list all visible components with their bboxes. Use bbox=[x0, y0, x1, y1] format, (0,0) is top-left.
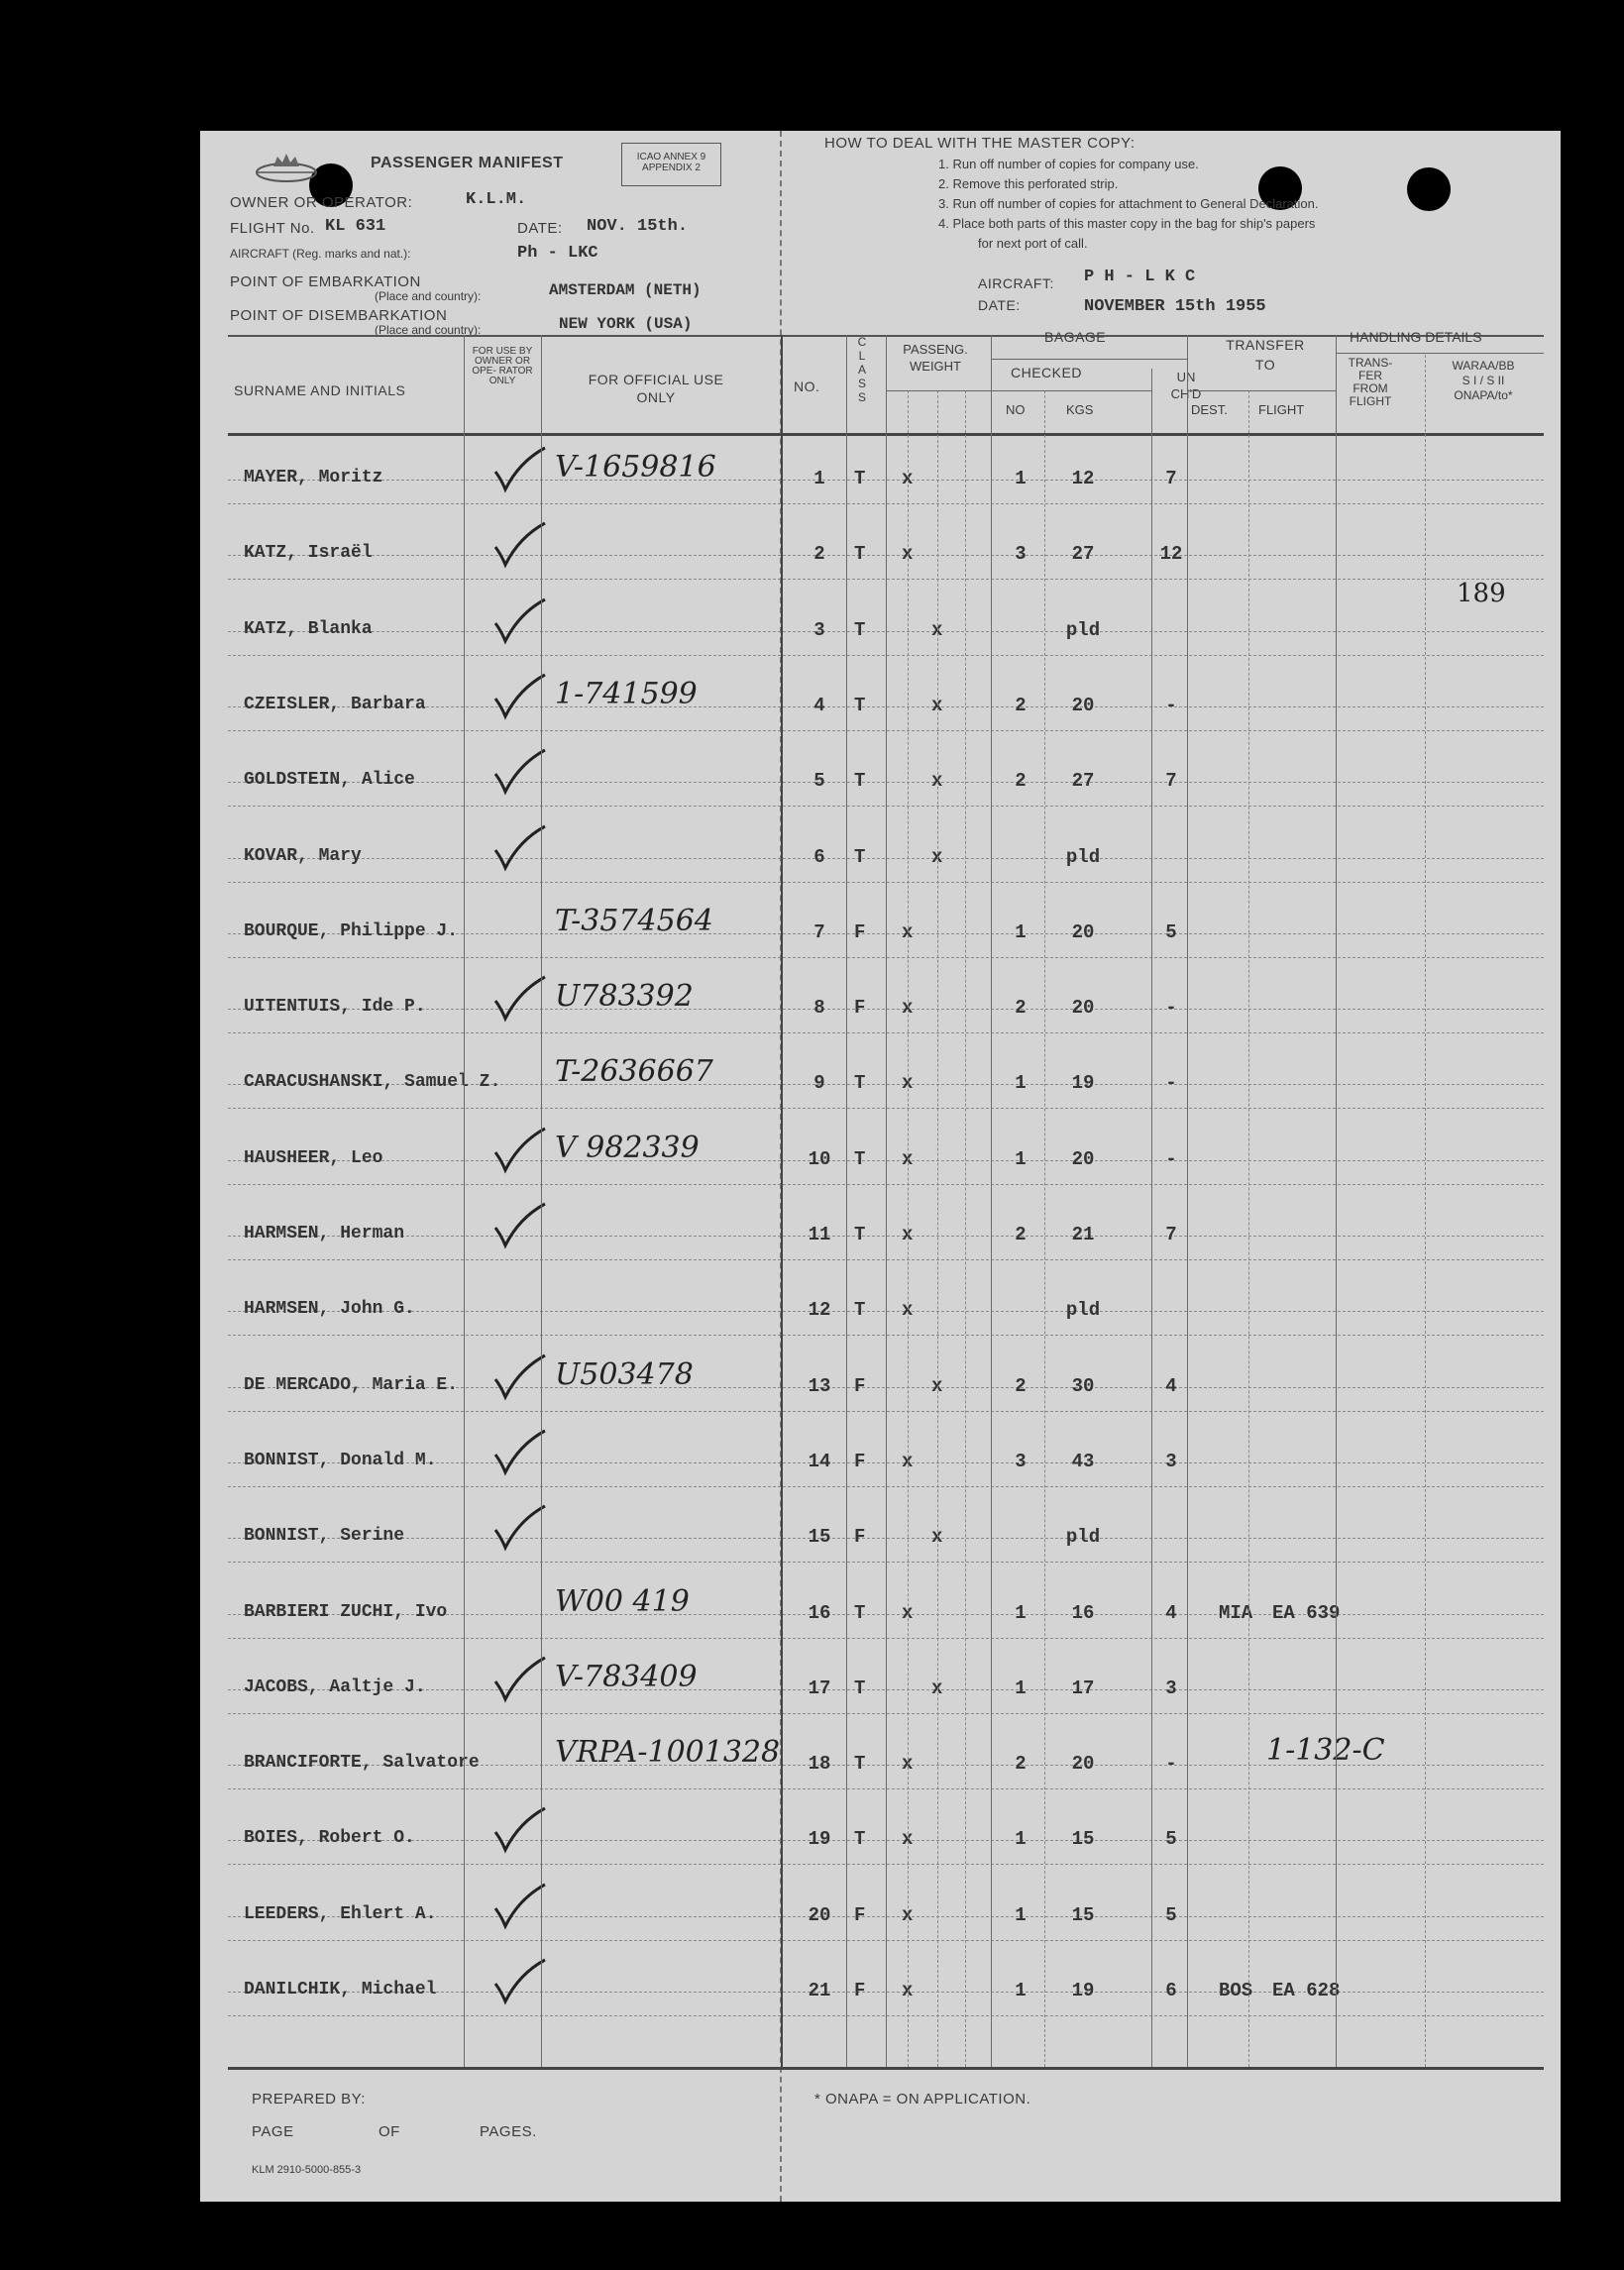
unchecked-count: - bbox=[1165, 1072, 1177, 1095]
weight-mark: x bbox=[902, 1072, 914, 1095]
check-mark-icon bbox=[489, 1956, 549, 2007]
header-subdivider bbox=[991, 359, 1187, 360]
manifest-sheet bbox=[200, 131, 1561, 2202]
baggage-count: 2 bbox=[1015, 1374, 1027, 1397]
class-code: T bbox=[854, 1753, 866, 1776]
unchecked-count: 7 bbox=[1165, 1224, 1177, 1245]
baggage-kgs: pld bbox=[1065, 1299, 1101, 1322]
baggage-kgs: 20 bbox=[1071, 1753, 1095, 1776]
divider-official-use bbox=[541, 335, 542, 2067]
divider-passeng bbox=[886, 335, 887, 2067]
official-use-number: VRPA-1001328 bbox=[555, 1735, 781, 1771]
instruction-1: 1. Run off number of copies for company use. bbox=[938, 157, 1199, 171]
baggage-kgs: 20 bbox=[1071, 694, 1095, 716]
onapa-note: * ONAPA = ON APPLICATION. bbox=[814, 2091, 1031, 2108]
divider-unchd bbox=[1151, 369, 1152, 2067]
baggage-count: 2 bbox=[1015, 694, 1027, 716]
instruction-4: 4. Place both parts of this master copy in the bag for ship's papers bbox=[938, 216, 1316, 231]
embark-label: POINT OF EMBARKATION bbox=[230, 273, 421, 290]
instruction-2: 2. Remove this perforated strip. bbox=[938, 176, 1119, 191]
check-mark-icon bbox=[489, 1200, 549, 1251]
divider-weight-3 bbox=[965, 390, 966, 2067]
divider-flight bbox=[1248, 390, 1249, 2067]
passenger-name: MAYER, Moritz bbox=[244, 468, 383, 487]
baggage-kgs: 16 bbox=[1071, 1601, 1095, 1624]
baggage-kgs: 21 bbox=[1071, 1224, 1095, 1245]
passenger-number: 19 bbox=[808, 1828, 831, 1851]
official-use-number: U503478 bbox=[555, 1356, 694, 1392]
disembark-value: NEW YORK (USA) bbox=[559, 315, 693, 333]
of-label: OF bbox=[379, 2123, 400, 2140]
transfer-dest: MIA bbox=[1219, 1601, 1253, 1624]
unchecked-count: 3 bbox=[1165, 1676, 1177, 1699]
disembark-label: POINT OF DISEMBARKATION bbox=[230, 307, 448, 324]
passenger-number: 8 bbox=[813, 997, 825, 1020]
punch-hole bbox=[1407, 167, 1451, 211]
header-subdivider bbox=[1187, 390, 1336, 391]
passenger-name: UITENTUIS, Ide P. bbox=[244, 997, 426, 1018]
passenger-name: CZEISLER, Barbara bbox=[244, 694, 426, 714]
passenger-number: 18 bbox=[808, 1753, 831, 1776]
class-code: F bbox=[854, 1903, 866, 1926]
official-use-number: T-3574564 bbox=[555, 903, 713, 938]
instruction-4-cont: for next port of call. bbox=[978, 236, 1088, 251]
check-mark-icon bbox=[489, 822, 549, 874]
baggage-kgs: 12 bbox=[1071, 468, 1095, 489]
table-bottom-line bbox=[228, 2067, 1544, 2070]
weight-mark: x bbox=[902, 1980, 914, 2001]
official-use-number: 1-741599 bbox=[555, 676, 698, 711]
unchecked-count: - bbox=[1165, 997, 1177, 1020]
weight-mark: x bbox=[931, 618, 943, 641]
col-dest: DEST. bbox=[1191, 402, 1228, 417]
col-transfer-from: TRANS- FER FROM FLIGHT bbox=[1348, 356, 1393, 408]
col-transfer: TRANSFER TO bbox=[1226, 337, 1305, 373]
weight-mark: x bbox=[902, 1450, 914, 1472]
header-subdivider bbox=[991, 390, 1151, 391]
passenger-name: JACOBS, Aaltje J. bbox=[244, 1676, 426, 1697]
baggage-kgs: 15 bbox=[1071, 1828, 1095, 1851]
weight-mark: x bbox=[902, 468, 914, 489]
col-passeng: PASSENG. WEIGHT bbox=[903, 342, 968, 374]
handling-note: 1-132-C bbox=[1266, 1733, 1385, 1769]
check-mark-icon bbox=[489, 746, 549, 798]
class-code: T bbox=[854, 845, 866, 868]
passenger-name: BARBIERI ZUCHI, Ivo bbox=[244, 1601, 448, 1622]
weight-mark: x bbox=[902, 997, 914, 1020]
class-code: T bbox=[854, 1299, 866, 1322]
check-mark-icon bbox=[489, 1881, 549, 1932]
passenger-number: 13 bbox=[808, 1374, 831, 1397]
baggage-kgs: pld bbox=[1065, 618, 1101, 641]
passenger-name: BONNIST, Donald M. bbox=[244, 1450, 437, 1470]
col-no: NO. bbox=[794, 378, 820, 394]
unchecked-count: 7 bbox=[1165, 468, 1177, 489]
manifest-title: PASSENGER MANIFEST bbox=[371, 155, 564, 171]
class-code: T bbox=[854, 543, 866, 566]
weight-mark: x bbox=[902, 1601, 914, 1624]
passenger-name: DE MERCADO, Maria E. bbox=[244, 1374, 459, 1395]
instructions-title: HOW TO DEAL WITH THE MASTER COPY: bbox=[824, 135, 1136, 152]
check-mark-icon bbox=[489, 1804, 549, 1856]
official-use-number: V-783409 bbox=[555, 1659, 698, 1694]
class-code: F bbox=[854, 1980, 866, 2001]
baggage-count: 3 bbox=[1015, 543, 1027, 566]
passenger-name: HAUSHEER, Leo bbox=[244, 1147, 383, 1168]
class-code: T bbox=[854, 1601, 866, 1624]
check-mark-icon bbox=[489, 519, 549, 571]
aircraft-value: Ph - LKC bbox=[517, 244, 598, 263]
weight-mark: x bbox=[931, 770, 943, 793]
col-surname: SURNAME AND INITIALS bbox=[234, 382, 406, 398]
baggage-count: 1 bbox=[1015, 1980, 1027, 2001]
passenger-number: 20 bbox=[808, 1903, 831, 1926]
class-code: T bbox=[854, 1072, 866, 1095]
embark-sub: (Place and country): bbox=[375, 289, 482, 303]
transfer-flight: EA 628 bbox=[1272, 1980, 1341, 2001]
col-owner-use: FOR USE BY OWNER OR OPE- RATOR ONLY bbox=[472, 346, 533, 386]
class-code: T bbox=[854, 468, 866, 489]
check-mark-icon bbox=[489, 1427, 549, 1478]
divider-owner-use bbox=[464, 335, 465, 2067]
owner-value: K.L.M. bbox=[466, 190, 527, 209]
baggage-kgs: 20 bbox=[1071, 997, 1095, 1020]
class-code: T bbox=[854, 618, 866, 641]
passenger-name: HARMSEN, Herman bbox=[244, 1224, 405, 1243]
baggage-kgs: 19 bbox=[1071, 1072, 1095, 1095]
divider-no bbox=[781, 335, 783, 2067]
baggage-count: 1 bbox=[1015, 1828, 1027, 1851]
baggage-count: 2 bbox=[1015, 1224, 1027, 1245]
baggage-count: 1 bbox=[1015, 1903, 1027, 1926]
passenger-number: 11 bbox=[808, 1224, 831, 1245]
baggage-kgs: 27 bbox=[1071, 543, 1095, 566]
unchecked-count: 4 bbox=[1165, 1601, 1177, 1624]
pages-label: PAGES. bbox=[480, 2123, 537, 2140]
instr-date-label: DATE: bbox=[978, 297, 1021, 313]
embark-value: AMSTERDAM (NETH) bbox=[549, 281, 702, 299]
official-use-number: V 982339 bbox=[555, 1130, 700, 1165]
passenger-name: BRANCIFORTE, Salvatore bbox=[244, 1753, 480, 1774]
divider-handling bbox=[1336, 335, 1337, 2067]
weight-mark: x bbox=[931, 1374, 943, 1397]
col-waraa: WARAA/BB S I / S II ONAPA/to* bbox=[1452, 359, 1515, 402]
baggage-kgs: 27 bbox=[1071, 770, 1095, 793]
weight-mark: x bbox=[902, 1224, 914, 1245]
baggage-kgs: pld bbox=[1065, 1526, 1101, 1549]
divider-class bbox=[846, 335, 847, 2067]
baggage-count: 1 bbox=[1015, 1147, 1027, 1170]
passenger-number: 2 bbox=[813, 543, 825, 566]
transfer-flight: EA 639 bbox=[1272, 1601, 1341, 1624]
passenger-number: 4 bbox=[813, 694, 825, 716]
class-code: F bbox=[854, 1450, 866, 1472]
passenger-name: DANILCHIK, Michael bbox=[244, 1980, 437, 2000]
baggage-kgs: pld bbox=[1065, 845, 1101, 868]
baggage-count: 1 bbox=[1015, 468, 1027, 489]
disembark-sub: (Place and country): bbox=[375, 323, 482, 337]
divider-kgs bbox=[1044, 390, 1045, 2067]
baggage-kgs: 15 bbox=[1071, 1903, 1095, 1926]
unchecked-count: 5 bbox=[1165, 1903, 1177, 1926]
official-use-number: T-2636667 bbox=[555, 1054, 713, 1090]
class-code: T bbox=[854, 1676, 866, 1699]
check-mark-icon bbox=[489, 595, 549, 647]
aircraft-label: AIRCRAFT (Reg. marks and nat.): bbox=[230, 247, 411, 261]
passenger-name: HARMSEN, John G. bbox=[244, 1299, 415, 1320]
page-label: PAGE bbox=[252, 2123, 294, 2140]
check-mark-icon bbox=[489, 1654, 549, 1705]
divider-transfer bbox=[1187, 335, 1188, 2067]
divider-weight-1 bbox=[908, 390, 909, 2067]
weight-mark: x bbox=[931, 694, 943, 716]
divider-bag-no bbox=[991, 335, 992, 2067]
baggage-count: 1 bbox=[1015, 1676, 1027, 1699]
col-kgs: KGS bbox=[1066, 402, 1094, 417]
instr-aircraft-value: P H - L K C bbox=[1084, 268, 1196, 286]
official-use-number: W00 419 bbox=[555, 1583, 690, 1619]
col-unchd: UN CH'D bbox=[1170, 370, 1202, 401]
divider-weight-2 bbox=[937, 390, 938, 2067]
instr-aircraft-label: AIRCRAFT: bbox=[978, 275, 1054, 291]
class-code: F bbox=[854, 920, 866, 943]
unchecked-count: - bbox=[1165, 694, 1177, 716]
passenger-number: 16 bbox=[808, 1601, 831, 1624]
baggage-count: 1 bbox=[1015, 920, 1027, 943]
baggage-count: 1 bbox=[1015, 1072, 1027, 1095]
owner-label: OWNER OR OPERATOR: bbox=[230, 194, 413, 211]
baggage-kgs: 43 bbox=[1071, 1450, 1095, 1472]
baggage-kgs: 30 bbox=[1071, 1374, 1095, 1397]
unchecked-count: 7 bbox=[1165, 770, 1177, 793]
header-subdivider bbox=[1336, 353, 1544, 354]
header-subdivider bbox=[886, 390, 991, 391]
class-code: T bbox=[854, 1224, 866, 1245]
official-use-number: U783392 bbox=[555, 979, 694, 1015]
passenger-number: 10 bbox=[808, 1147, 831, 1170]
weight-mark: x bbox=[931, 845, 943, 868]
col-official-use: FOR OFFICIAL USE ONLY bbox=[588, 372, 724, 405]
baggage-kgs: 20 bbox=[1071, 920, 1095, 943]
class-code: F bbox=[854, 1374, 866, 1397]
weight-mark: x bbox=[902, 920, 914, 943]
baggage-count: 1 bbox=[1015, 1601, 1027, 1624]
passenger-name: LEEDERS, Ehlert A. bbox=[244, 1903, 437, 1924]
baggage-kgs: 20 bbox=[1071, 1147, 1095, 1170]
date-label: DATE: bbox=[517, 220, 563, 237]
baggage-count: 3 bbox=[1015, 1450, 1027, 1472]
baggage-count: 2 bbox=[1015, 1753, 1027, 1776]
prepared-by-label: PREPARED BY: bbox=[252, 2091, 366, 2108]
instr-date-value: NOVEMBER 15th 1955 bbox=[1084, 297, 1266, 316]
passenger-number: 15 bbox=[808, 1526, 831, 1549]
unchecked-count: 3 bbox=[1165, 1450, 1177, 1472]
class-code: T bbox=[854, 770, 866, 793]
passenger-name: CARACUSHANSKI, Samuel Z. bbox=[244, 1072, 501, 1093]
check-mark-icon bbox=[489, 1125, 549, 1176]
passenger-number: 21 bbox=[808, 1980, 831, 2001]
passenger-name: KOVAR, Mary bbox=[244, 845, 362, 866]
check-mark-icon bbox=[489, 671, 549, 722]
unchecked-count: - bbox=[1165, 1753, 1177, 1776]
passenger-name: KATZ, Blanka bbox=[244, 618, 373, 639]
passenger-name: KATZ, Israël bbox=[244, 543, 373, 564]
date-value: NOV. 15th. bbox=[587, 217, 689, 236]
weight-mark: x bbox=[902, 1828, 914, 1851]
passenger-number: 7 bbox=[813, 920, 825, 943]
official-use-number: V-1659816 bbox=[555, 450, 716, 485]
class-code: F bbox=[854, 1526, 866, 1549]
weight-mark: x bbox=[902, 1753, 914, 1776]
col-flight: FLIGHT bbox=[1258, 402, 1305, 417]
passenger-number: 9 bbox=[813, 1072, 825, 1095]
unchecked-count: - bbox=[1165, 1147, 1177, 1170]
col-class: C L A S S bbox=[857, 335, 867, 404]
col-bag-no: NO bbox=[1006, 402, 1026, 417]
weight-mark: x bbox=[902, 1299, 914, 1322]
check-mark-icon bbox=[489, 444, 549, 495]
flight-value: KL 631 bbox=[325, 217, 386, 236]
weight-mark: x bbox=[931, 1676, 943, 1699]
class-code: T bbox=[854, 694, 866, 716]
passenger-number: 5 bbox=[813, 770, 825, 793]
baggage-count: 2 bbox=[1015, 770, 1027, 793]
passenger-name: BOIES, Robert O. bbox=[244, 1828, 415, 1849]
weight-mark: x bbox=[902, 1147, 914, 1170]
check-mark-icon bbox=[489, 1351, 549, 1403]
passenger-name: GOLDSTEIN, Alice bbox=[244, 770, 415, 791]
transfer-dest: BOS bbox=[1219, 1980, 1253, 2001]
baggage-kgs: 19 bbox=[1071, 1980, 1095, 2001]
passenger-number: 3 bbox=[813, 618, 825, 641]
page-number-annotation: 189 bbox=[1457, 579, 1506, 608]
passenger-number: 17 bbox=[808, 1676, 831, 1699]
check-mark-icon bbox=[489, 1502, 549, 1554]
class-code: T bbox=[854, 1147, 866, 1170]
weight-mark: x bbox=[902, 543, 914, 566]
passenger-name: BOURQUE, Philippe J. bbox=[244, 920, 459, 941]
weight-mark: x bbox=[902, 1903, 914, 1926]
passenger-number: 1 bbox=[813, 468, 825, 489]
instruction-3: 3. Run off number of copies for attachment to General Declaration. bbox=[938, 196, 1319, 211]
unchecked-count: 6 bbox=[1165, 1980, 1177, 2001]
passenger-number: 12 bbox=[808, 1299, 831, 1322]
unchecked-count: 5 bbox=[1165, 1828, 1177, 1851]
unchecked-count: 5 bbox=[1165, 920, 1177, 943]
col-checked: CHECKED bbox=[1011, 365, 1082, 380]
col-handling: HANDLING DETAILS bbox=[1350, 329, 1482, 345]
unchecked-count: 12 bbox=[1159, 543, 1183, 566]
klm-crown-logo bbox=[252, 149, 321, 188]
col-bagage: BAGAGE bbox=[1044, 329, 1107, 345]
divider-waraa bbox=[1425, 355, 1426, 2067]
class-code: T bbox=[854, 1828, 866, 1851]
baggage-kgs: 17 bbox=[1071, 1676, 1095, 1699]
passenger-number: 6 bbox=[813, 845, 825, 868]
weight-mark: x bbox=[931, 1526, 943, 1549]
class-code: F bbox=[854, 997, 866, 1020]
flight-label: FLIGHT No. bbox=[230, 220, 315, 237]
baggage-count: 2 bbox=[1015, 997, 1027, 1020]
check-mark-icon bbox=[489, 973, 549, 1025]
passenger-number: 14 bbox=[808, 1450, 831, 1472]
unchecked-count: 4 bbox=[1165, 1374, 1177, 1397]
form-number: KLM 2910-5000-855-3 bbox=[252, 2164, 362, 2176]
annex-box: ICAO ANNEX 9 APPENDIX 2 bbox=[621, 143, 721, 186]
passenger-name: BONNIST, Serine bbox=[244, 1526, 405, 1547]
